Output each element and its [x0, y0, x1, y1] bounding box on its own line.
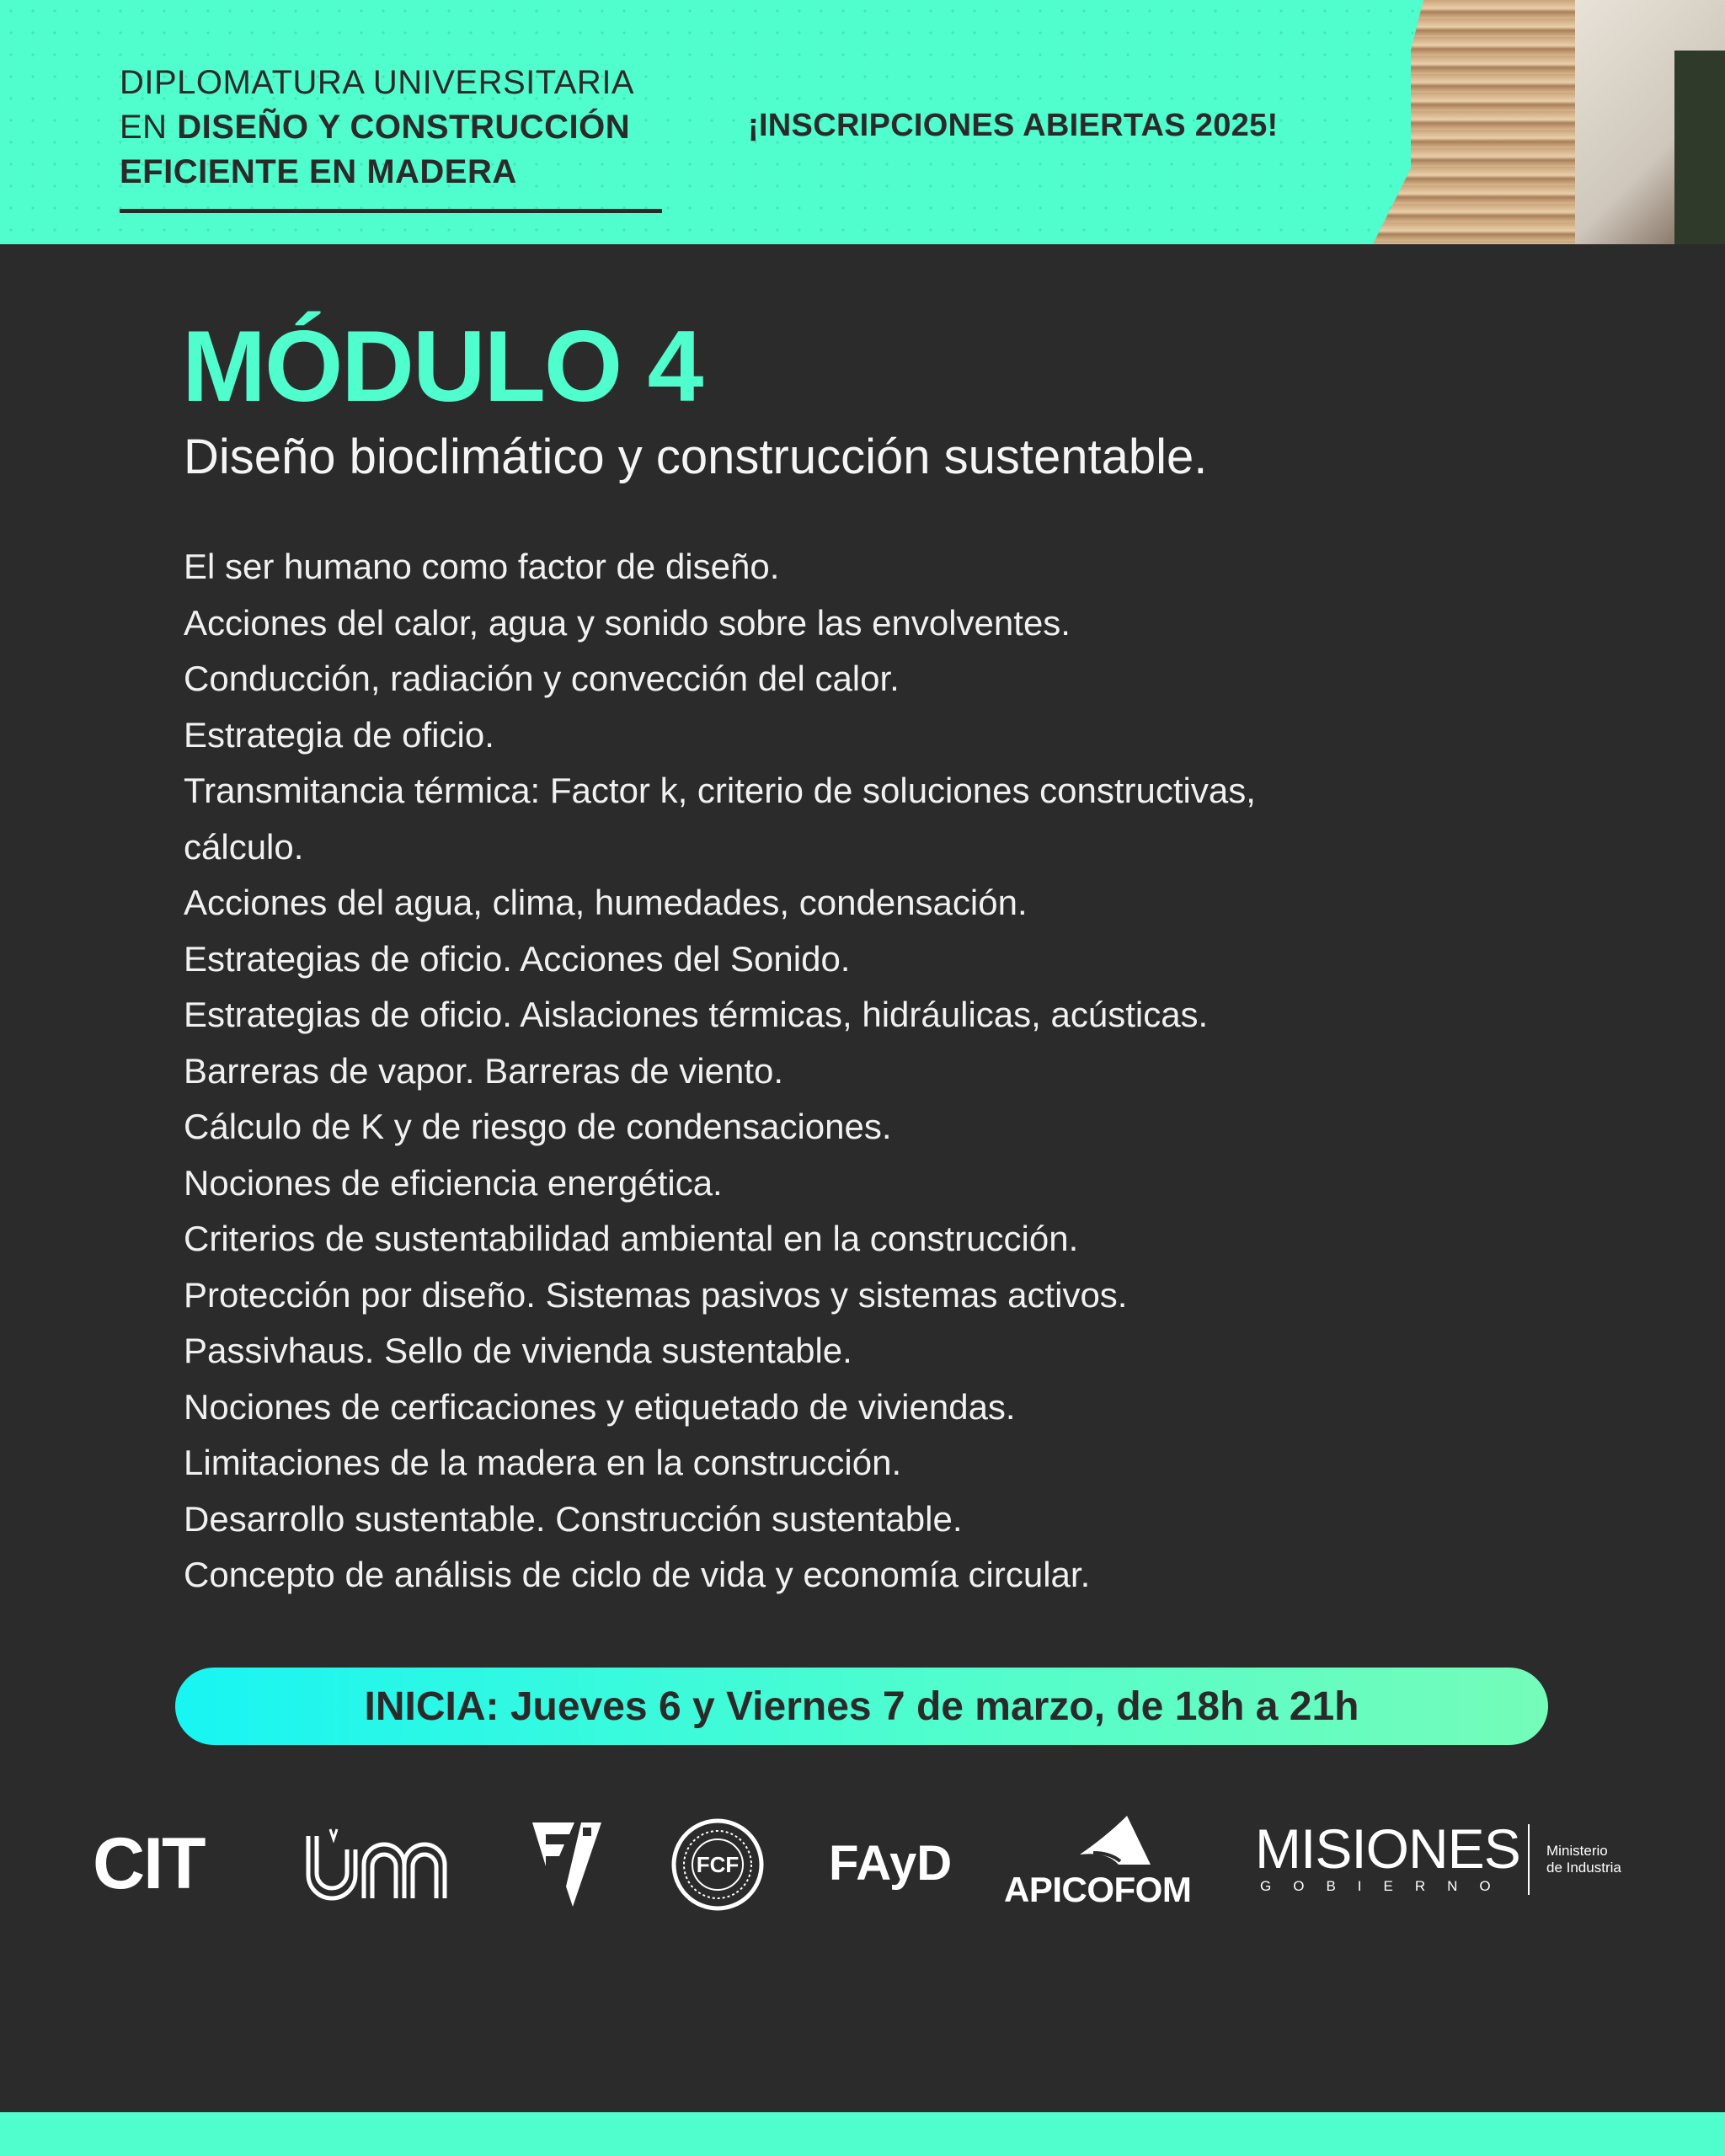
- topic-item: Nociones de eficiencia energética.: [184, 1162, 723, 1203]
- misiones-wordmark: MISIONES: [1255, 1817, 1520, 1880]
- footer-band: [0, 2112, 1725, 2156]
- apicofom-logo: [1002, 1814, 1196, 1915]
- program-title-line2: [120, 105, 667, 150]
- header-banner: [0, 0, 1725, 244]
- program-title-line2-prefix: EN: [120, 109, 178, 146]
- program-title-line2-bold: DISEÑO Y CONSTRUCCIÓN: [177, 109, 631, 146]
- start-date-banner: [175, 1668, 1548, 1745]
- topic-item: Cálculo de K y de riesgo de condensaciones.: [184, 1107, 892, 1146]
- header-underline: [120, 209, 662, 213]
- topic-item: Barreras de vapor. Barreras de viento.: [184, 1050, 784, 1091]
- unam-logo: [302, 1824, 462, 1905]
- topic-item: Conducción, radiación y convección del calor.: [184, 659, 900, 698]
- topic-item: cálculo.: [184, 826, 304, 867]
- apicofom-text: APICOFOM: [1004, 1870, 1192, 1909]
- cit-logo: CIT: [93, 1823, 205, 1904]
- enrollment-cta: ¡INSCRIPCIONES ABIERTAS 2025!: [748, 108, 1279, 143]
- topic-item: Passivhaus. Sello de vivienda sustentable.: [184, 1331, 852, 1370]
- topic-item: Nociones de cerficaciones y etiquetado de viviendas.: [184, 1386, 1016, 1427]
- start-date-text: INICIA: Jueves 6 y Viernes 7 de marzo, de 18h a 21h: [364, 1684, 1359, 1729]
- topic-item: Estrategias de oficio. Acciones del Sonido.: [184, 938, 851, 979]
- topic-item: Estrategia de oficio.: [184, 714, 494, 755]
- program-title: [120, 61, 667, 195]
- ministerio-label: [1546, 1843, 1621, 1876]
- fayd-logo: FAyD: [829, 1836, 953, 1891]
- topic-list: [184, 539, 1531, 1604]
- photo-shadow: [1674, 51, 1725, 244]
- program-title-line1: DIPLOMATURA UNIVERSITARIA: [120, 64, 635, 101]
- topic-item: Concepto de análisis de ciclo de vida y economía circular.: [184, 1555, 1091, 1594]
- misiones-gobierno: GOBIERNO: [1260, 1878, 1513, 1894]
- topic-item: Estrategias de oficio. Aislaciones térmicas, hidráulicas, acústicas.: [184, 995, 1209, 1034]
- header-photo: [1373, 0, 1725, 244]
- ministerio-line2: de Industria: [1546, 1860, 1621, 1876]
- topic-item: Limitaciones de la madera en la construcción.: [184, 1443, 902, 1482]
- topic-item: Acciones del agua, clima, humedades, condensación.: [184, 883, 1028, 922]
- module-title: MÓDULO 4: [182, 310, 702, 423]
- fcf-logo: [670, 1817, 765, 1912]
- topic-item: Criterios de sustentabilidad ambiental en la construcción.: [184, 1219, 1079, 1258]
- misiones-divider: [1528, 1824, 1530, 1895]
- fi-logo: [529, 1816, 605, 1910]
- module-subtitle: Diseño bioclimático y construcción sustentable.: [184, 430, 1208, 484]
- topic-item: Protección por diseño. Sistemas pasivos y sistemas activos.: [184, 1274, 1128, 1315]
- topic-item: Desarrollo sustentable. Construcción sustentable.: [184, 1498, 963, 1539]
- apicofom-mark: [1076, 1814, 1154, 1866]
- ministerio-line1: Ministerio: [1546, 1843, 1608, 1859]
- topic-item: Transmitancia térmica: Factor k, criterio de soluciones constructivas,: [184, 771, 1256, 810]
- topic-item: El ser humano como factor de diseño.: [184, 547, 780, 586]
- svg-text:FCF: FCF: [696, 1852, 740, 1877]
- misiones-logo: [1255, 1819, 1626, 1912]
- topic-item: Acciones del calor, agua y sonido sobre las envolventes.: [184, 602, 1071, 643]
- sponsor-logos: [0, 1811, 1725, 1920]
- program-title-line3: EFICIENTE EN MADERA: [120, 153, 517, 190]
